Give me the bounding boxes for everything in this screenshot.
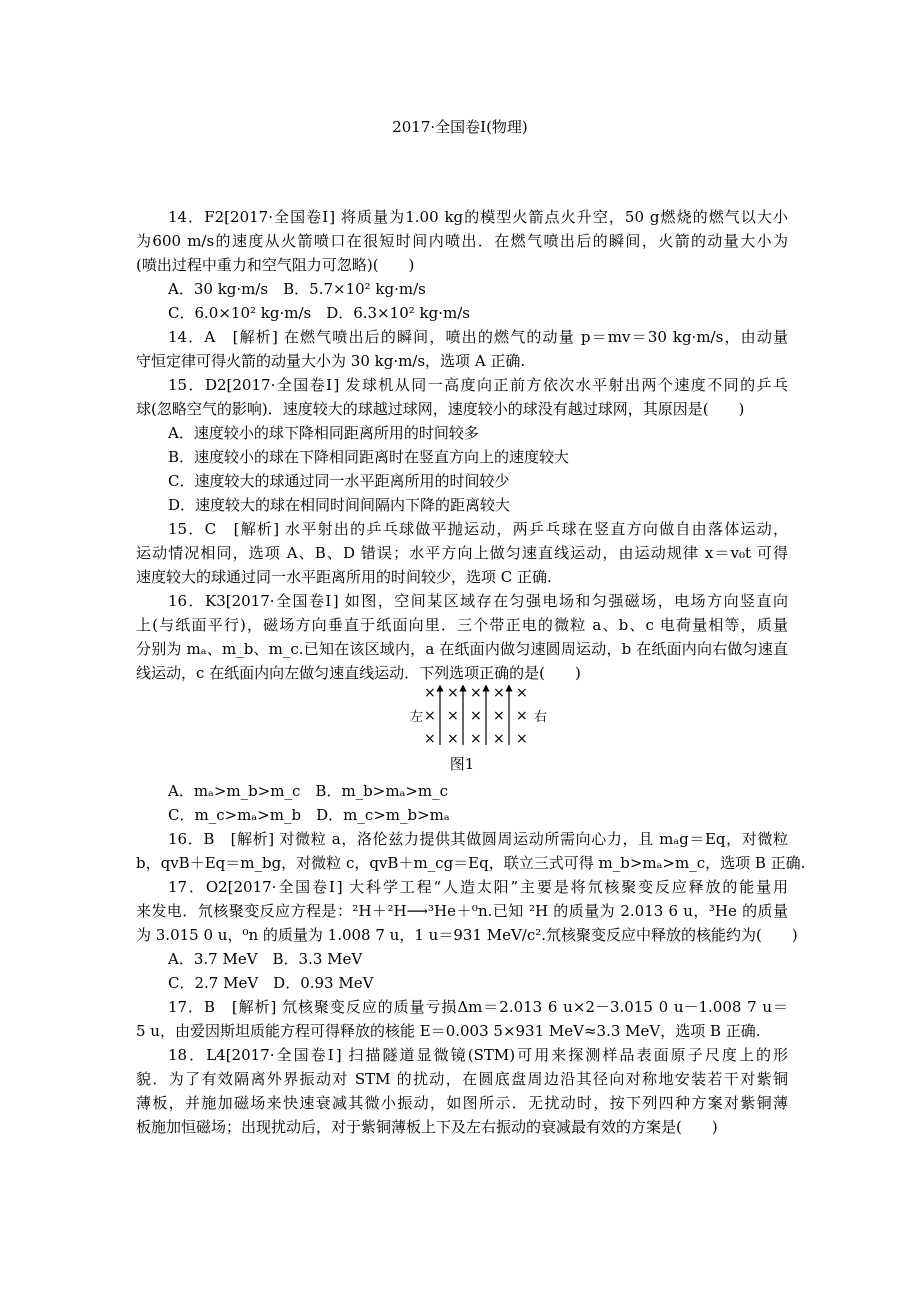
magnetic-field-cross: × (493, 685, 505, 701)
q16-stem-line: 线运动，c 在纸面内向左做匀速直线运动．下列选项正确的是( ) (136, 664, 581, 682)
q15-option-line: D．速度较大的球在相同时间间隔内下降的距离较大 (168, 496, 511, 514)
magnetic-field-cross: × (447, 708, 459, 724)
q14-option-line: A．30 kg·m/s B．5.7×10² kg·m/s (168, 280, 426, 298)
q16-answer-line: 16．B [解析] 对微粒 a，洛伦兹力提供其做圆周运动所需向心力，且 mₐg＝Eq，对微粒 (168, 830, 788, 848)
magnetic-field-cross: × (424, 731, 436, 747)
magnetic-field-cross: × (516, 685, 528, 701)
page-title: 2017·全国卷Ⅰ(物理) (392, 118, 528, 136)
q17-stem-line: 来发电．氘核聚变反应方程是：²H＋²H⟶³He＋⁰n.已知 ²H 的质量为 2.013 6 u，³He 的质量 (136, 902, 788, 920)
magnetic-field-cross: × (447, 731, 459, 747)
q17-answer-line: 5 u，由爱因斯坦质能方程可得释放的核能 E＝0.003 5×931 MeV≈3.3 MeV，选项 B 正确. (136, 1022, 761, 1040)
q15-stem-line: 15．D2[2017·全国卷Ⅰ] 发球机从同一高度向正前方依次水平射出两个速度不同的乒乓 (168, 376, 788, 394)
magnetic-field-cross: × (516, 708, 528, 724)
q15-answer-line: 运动情况相同，选项 A、B、D 错误；水平方向上做匀速直线运动，由运动规律 x＝v₀t 可得 (136, 544, 788, 562)
q14-answer-line: 守恒定律可得火箭的动量大小为 30 kg·m/s，选项 A 正确. (136, 352, 526, 370)
magnetic-field-cross: × (424, 685, 436, 701)
q18-stem-line: 18．L4[2017·全国卷Ⅰ] 扫描隧道显微镜(STM)可用来探测样品表面原子尺度上的形 (168, 1046, 788, 1064)
q17-option-line: A．3.7 MeV B．3.3 MeV (168, 950, 363, 968)
right-label: 右 (534, 710, 548, 725)
q18-stem-line: 貌．为了有效隔离外界振动对 STM 的扰动，在圆底盘周边沿其径向对称地安装若干对紫铜 (136, 1070, 788, 1088)
q14-stem-line: 为600 m/s的速度从火箭喷口在很短时间内喷出．在燃气喷出后的瞬间，火箭的动量大小为 (136, 232, 788, 250)
q14-stem-line: (喷出过程中重力和空气阻力可忽略)( ) (136, 256, 415, 274)
figure-caption: 图1 (449, 755, 475, 773)
left-label: 左 (410, 710, 424, 725)
magnetic-field-cross: × (493, 731, 505, 747)
q17-option-line: C．2.7 MeV D．0.93 MeV (168, 974, 374, 992)
field-diagram (406, 685, 556, 747)
q18-stem-line: 板施加恒磁场；出现扰动后，对于紫铜薄板上下及左右振动的衰减最有效的方案是( ) (136, 1118, 718, 1136)
q17-answer-line: 17．B [解析] 氘核聚变反应的质量亏损Δm＝2.013 6 u×2－3.015 0 u－1.008 7 u＝ (168, 998, 788, 1016)
q15-option-line: A．速度较小的球下降相同距离所用的时间较多 (168, 424, 479, 442)
q16-option-line: A．mₐ>m_b>m_c B．m_b>mₐ>m_c (168, 782, 449, 800)
magnetic-field-cross: × (447, 685, 459, 701)
document-body (136, 205, 806, 1139)
q15-answer-line: 15．C [解析] 水平射出的乒乓球做平抛运动，两乒乓球在竖直方向做自由落体运动， (168, 520, 788, 538)
field-figure (136, 685, 788, 749)
q16-stem-line: 分别为 mₐ、m_b、m_c.已知在该区域内，a 在纸面内做匀速圆周运动，b 在纸面内向右做匀速直 (136, 640, 788, 658)
q16-answer-line: b，qvB＋Eq＝m_bg，对微粒 c，qvB＋m_cg＝Eq，联立三式可得 m_b>mₐ>m_c，选项 B 正确. (136, 854, 806, 872)
q14-option-line: C．6.0×10² kg·m/s D．6.3×10² kg·m/s (168, 304, 470, 322)
magnetic-field-cross: × (424, 708, 436, 724)
magnetic-field-cross: × (493, 708, 505, 724)
q15-answer-line: 速度较大的球通过同一水平距离所用的时间较少，选项 C 正确. (136, 568, 552, 586)
q15-option-line: C．速度较大的球通过同一水平距离所用的时间较少 (168, 472, 510, 490)
q16-stem-line: 16．K3[2017·全国卷Ⅰ] 如图，空间某区域存在匀强电场和匀强磁场，电场方向竖直向 (168, 592, 788, 610)
q14-answer-line: 14．A [解析] 在燃气喷出后的瞬间，喷出的燃气的动量 p＝mv＝30 kg·m/s，由动量 (168, 328, 788, 346)
q14-stem-line: 14．F2[2017·全国卷Ⅰ] 将质量为1.00 kg的模型火箭点火升空，50 g燃烧的燃气以大小 (168, 208, 788, 226)
q17-stem-line: 17．O2[2017·全国卷Ⅰ] 大科学工程“人造太阳”主要是将氘核聚变反应释放的能量用 (168, 878, 788, 896)
q17-stem-line: 为 3.015 0 u，⁰n 的质量为 1.008 7 u，1 u＝931 MeV/c².氘核聚变反应中释放的核能约为( ) (136, 926, 798, 944)
magnetic-field-cross: × (470, 731, 482, 747)
magnetic-field-cross: × (516, 731, 528, 747)
q16-option-line: C．m_c>mₐ>m_b D．m_c>m_b>mₐ (168, 806, 450, 824)
q15-stem-line: 球(忽略空气的影响)．速度较大的球越过球网，速度较小的球没有越过球网，其原因是( ) (136, 400, 745, 418)
q15-option-line: B．速度较小的球在下降相同距离时在竖直方向上的速度较大 (168, 448, 570, 466)
q16-stem-line: 上(与纸面平行)，磁场方向垂直于纸面向里．三个带正电的微粒 a、b、c 电荷量相等，质量 (136, 616, 788, 634)
magnetic-field-cross: × (470, 708, 482, 724)
magnetic-field-cross: × (470, 685, 482, 701)
q18-stem-line: 薄板，并施加磁场来快速衰减其微小振动，如图所示．无扰动时，按下列四种方案对紫铜薄 (136, 1094, 788, 1112)
